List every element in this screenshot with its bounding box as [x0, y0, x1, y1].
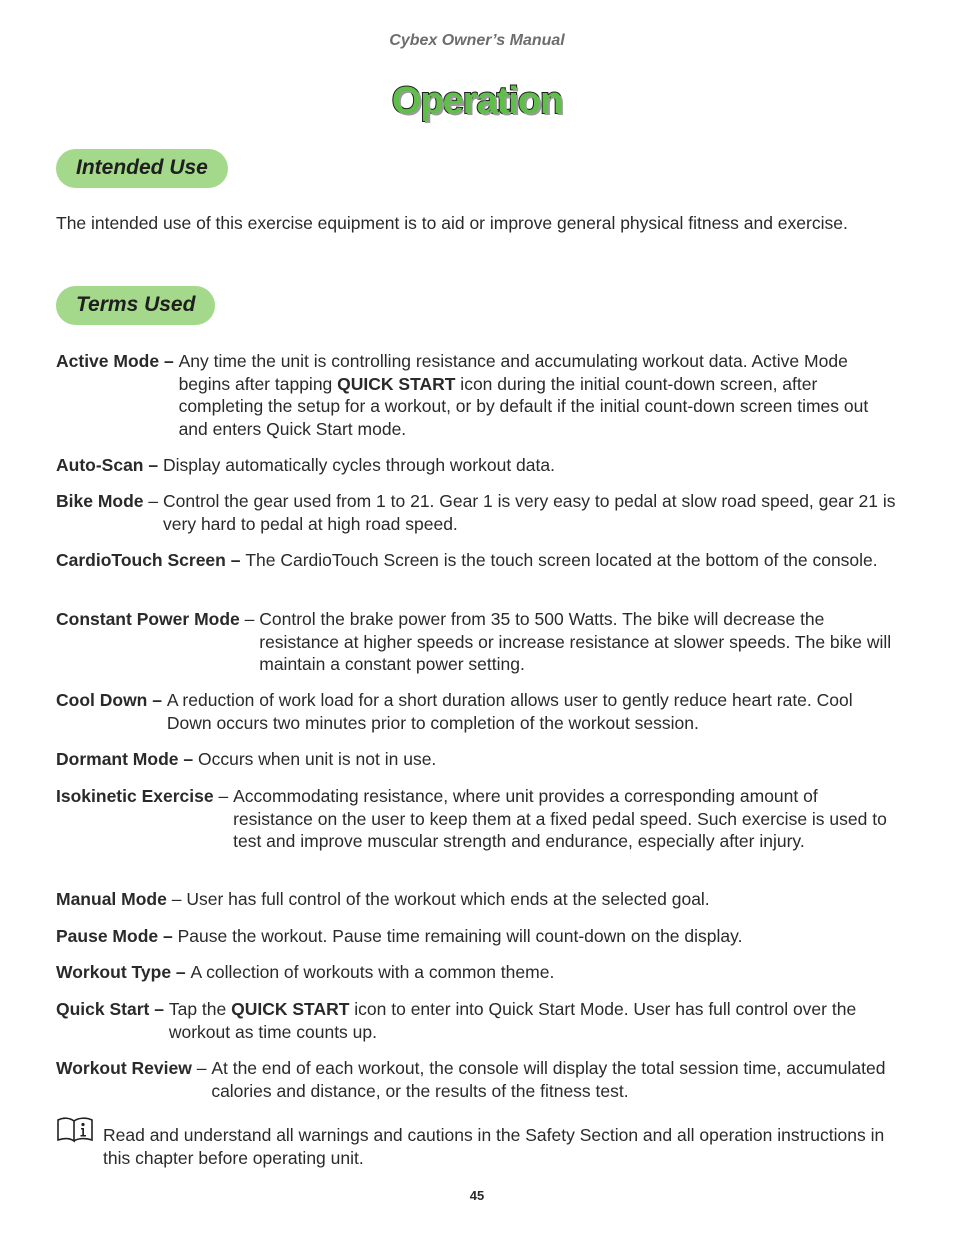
- term-definition: The CardioTouch Screen is the touch screen located at the bottom of the console.: [245, 550, 878, 570]
- term-cardiotouch-screen: [56, 549, 896, 572]
- note-text: Read and understand all warnings and cautions in the Safety Section and all operation instructions in this chapter before operating unit.: [103, 1125, 885, 1168]
- term-definition: Any time the unit is controlling resistance and accumulating workout data. Active Mode begins after tapping QUICK START icon during the initial count-down screen, after completing the setup for a workout, or by default if the initial count-down screen times out and enters Quick Start mode.: [178, 351, 869, 439]
- term-label: Bike Mode: [56, 491, 144, 511]
- term-cool-down: [56, 689, 896, 734]
- term-workout-review: Workout Review – At the end of each workout, the console will display the total session time, accumulated calories and distance, or the results of the fitness test.: [56, 1057, 896, 1102]
- term-label: Auto-Scan –: [56, 455, 159, 475]
- page-title: Operation: [391, 80, 563, 122]
- intended-use-text: The intended use of this exercise equipment is to aid or improve general physical fitness and exercise.: [56, 213, 848, 233]
- term-label: Pause Mode –: [56, 926, 173, 946]
- term-label: CardioTouch Screen –: [56, 550, 241, 570]
- section-heading-intended-use: Intended Use: [56, 149, 228, 188]
- term-workout-type: [56, 961, 896, 984]
- term-definition: A reduction of work load for a short duration allows user to gently reduce heart rate. Cool Down occurs two minutes prior to completion of the workout session.: [166, 690, 853, 733]
- section-heading-terms-used: Terms Used: [56, 286, 215, 325]
- term-manual-mode: Manual Mode – User has full control of the workout which ends at the selected goal.: [56, 888, 896, 911]
- term-quick-start: [56, 998, 896, 1043]
- term-definition: Accommodating resistance, where unit provides a corresponding amount of resistance on the user to keep them at a fixed pedal speed. Such exercise is used to test and improve muscular strength and endurance, especially after injury.: [233, 786, 887, 851]
- term-label: Active Mode –: [56, 351, 174, 371]
- term-dormant-mode: [56, 748, 896, 771]
- term-auto-scan: [56, 454, 896, 477]
- term-definition: Control the gear used from 1 to 21. Gear 1 is very easy to pedal at slow road speed, gear 21 is very hard to pedal at high road speed.: [163, 491, 896, 534]
- term-definition: Display automatically cycles through workout data.: [162, 455, 555, 475]
- term-definition: User has full control of the workout which ends at the selected goal.: [186, 889, 710, 909]
- term-definition: Control the brake power from 35 to 500 Watts. The bike will decrease the resistance at higher speeds or increase resistance at slower speeds. The bike will maintain a constant power setting.: [259, 609, 892, 674]
- term-definition: At the end of each workout, the console will display the total session time, accumulated calories and distance, or the results of the fitness test.: [211, 1058, 886, 1101]
- term-label: Workout Review: [56, 1058, 192, 1078]
- manual-header: Cybex Owner’s Manual: [389, 32, 565, 49]
- term-definition: Pause the workout. Pause time remaining will count-down on the display.: [177, 926, 743, 946]
- page-number: 45: [469, 1188, 485, 1203]
- safety-note: [56, 1124, 896, 1169]
- term-definition: Occurs when unit is not in use.: [197, 749, 437, 769]
- term-pause-mode: [56, 925, 896, 948]
- term-definition: A collection of workouts with a common theme.: [190, 962, 555, 982]
- term-label: Cool Down –: [56, 690, 162, 710]
- term-label: Dormant Mode –: [56, 749, 194, 769]
- term-bike-mode: Bike Mode – Control the gear used from 1 to 21. Gear 1 is very easy to pedal at slow road speed, gear 21 is very hard to pedal at high road speed.: [56, 491, 896, 534]
- term-isokinetic-exercise: Isokinetic Exercise – Accommodating resistance, where unit provides a corresponding amount of resistance on the user to keep them at a fixed pedal speed. Such exercise is used to test and improve muscular strength and endurance, especially after injury.: [56, 785, 896, 853]
- term-label: Manual Mode: [56, 889, 167, 909]
- term-label: Constant Power Mode: [56, 609, 240, 629]
- term-label: Isokinetic Exercise: [56, 786, 214, 806]
- term-label: Workout Type –: [56, 962, 186, 982]
- book-info-icon: [56, 1116, 94, 1144]
- term-active-mode: [56, 350, 896, 440]
- term-label: Quick Start –: [56, 999, 164, 1019]
- term-definition: Tap the QUICK START icon to enter into Quick Start Mode. User has full control over the workout as time counts up.: [168, 999, 857, 1042]
- term-constant-power-mode: Constant Power Mode – Control the brake power from 35 to 500 Watts. The bike will decrease the resistance at higher speeds or increase resistance at slower speeds. The bike will maintain a constant power setting.: [56, 608, 896, 676]
